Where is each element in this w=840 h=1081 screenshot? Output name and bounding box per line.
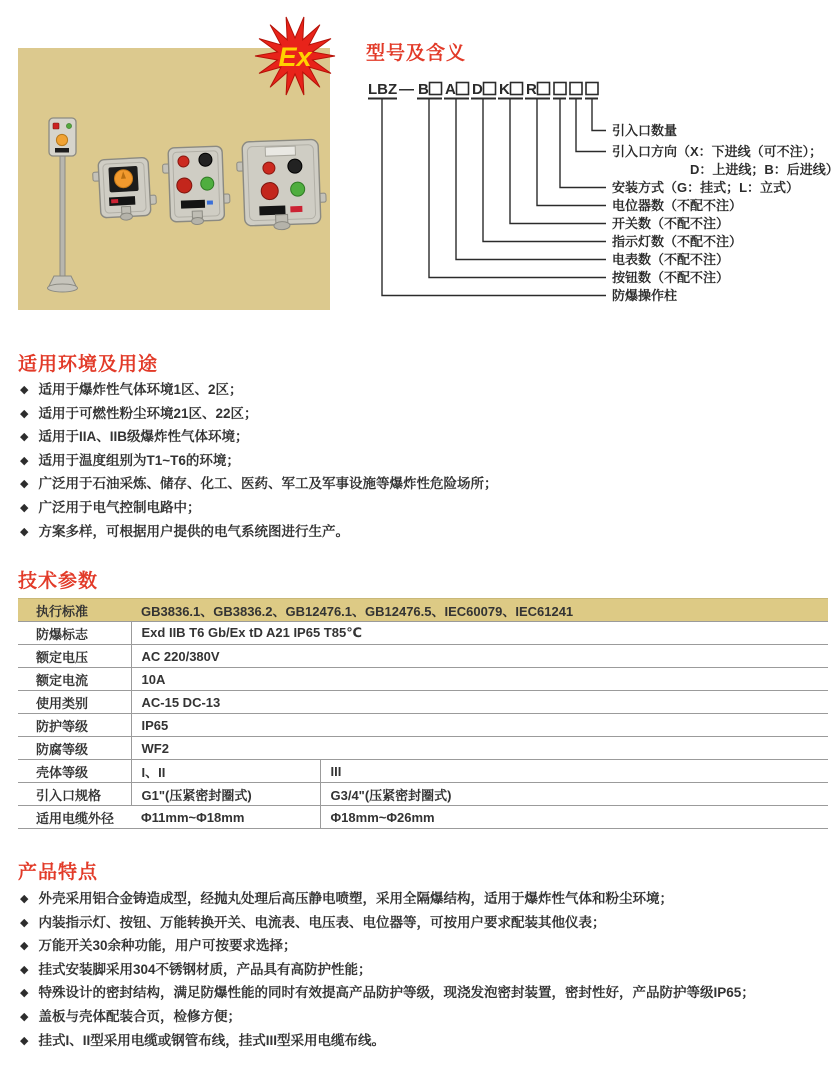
model-code-b: B bbox=[418, 81, 429, 98]
model-box bbox=[457, 83, 469, 95]
tech-row-label: 使用类别 bbox=[18, 691, 131, 714]
env-list bbox=[20, 383, 832, 548]
model-box bbox=[430, 83, 442, 95]
model-code-r: R bbox=[526, 81, 537, 98]
model-box bbox=[511, 83, 523, 95]
env-item-text: 适用于温度组别为T1~T6的环境； bbox=[38, 452, 240, 468]
product-photo-box-two-button bbox=[162, 146, 231, 226]
ladder-label-switch: 开关数（不配不注） bbox=[612, 216, 730, 231]
diamond-bullet-icon: ◆ bbox=[20, 478, 29, 491]
tech-section-title: 技术参数 bbox=[18, 571, 99, 592]
ladder-label-potentiometer: 电位器数（不配不注） bbox=[612, 198, 743, 213]
table-row bbox=[18, 668, 828, 691]
tech-row-value: WF2 bbox=[131, 737, 828, 760]
tech-parameters-table bbox=[18, 598, 828, 829]
product-photo-box-knob bbox=[92, 157, 157, 222]
tech-row-label: 额定电压 bbox=[18, 645, 131, 668]
ladder-label-inlet-count: 引入口数量 bbox=[612, 123, 678, 138]
ladder-label-mounting: 安装方式（G：挂式；L：立式） bbox=[612, 180, 800, 195]
tech-row-label: 引入口规格 bbox=[18, 783, 131, 806]
diamond-bullet-icon: ◆ bbox=[20, 940, 29, 953]
list-item bbox=[20, 525, 832, 539]
list-item bbox=[20, 939, 832, 953]
diamond-bullet-icon: ◆ bbox=[20, 454, 29, 467]
env-item-text: 适用于爆炸性气体环境1区、2区； bbox=[38, 382, 243, 397]
tech-row-label: 壳体等级 bbox=[18, 760, 131, 783]
list-item bbox=[20, 477, 832, 491]
tech-row-value: Exd IIB T6 Gb/Ex tD A21 IP65 T85℃ bbox=[131, 622, 828, 645]
tech-row-value: GB3836.1、GB3836.2、GB12476.1、GB12476.5、IEC60079、IEC61241 bbox=[131, 599, 828, 622]
list-item bbox=[20, 1034, 832, 1048]
model-dash: — bbox=[399, 81, 414, 98]
diamond-bullet-icon: ◆ bbox=[20, 963, 29, 976]
tech-row-value: Φ11mm~Φ18mm bbox=[131, 806, 320, 829]
env-section-title: 适用环境及用途 bbox=[18, 354, 159, 375]
table-row bbox=[18, 714, 828, 737]
table-row bbox=[18, 691, 828, 714]
tech-row-label: 执行标准 bbox=[18, 599, 131, 622]
feature-item-text: 特殊设计的密封结构，满足防爆性能的同时有效提高产品防护等级，现浇发泡密封装置，密封性好，产品防护等级IP65； bbox=[38, 985, 755, 1001]
table-row bbox=[18, 737, 828, 760]
tech-row-value2: Φ18mm~Φ26mm bbox=[320, 806, 828, 829]
ex-badge-text: Ex bbox=[278, 42, 312, 72]
product-photo-box-wide bbox=[236, 139, 327, 231]
ladder-label-meter: 电表数（不配不注） bbox=[612, 252, 730, 267]
feature-item-text: 挂式安装脚采用304不锈钢材质，产品具有高防护性能； bbox=[38, 961, 372, 977]
model-prefix: LBZ bbox=[368, 81, 398, 98]
env-item-text: 广泛用于石油采炼、储存、化工、医药、军工及军事设施等爆炸性危险场所； bbox=[38, 476, 498, 492]
env-item-text: 广泛用于电气控制电路中； bbox=[38, 499, 201, 515]
ladder-label-inlet-direction: 引入口方向（X：下进线（可不注）； bbox=[612, 144, 823, 159]
tech-row-label: 防护等级 bbox=[18, 714, 131, 737]
model-box bbox=[586, 83, 598, 95]
list-item bbox=[20, 986, 832, 1000]
diamond-bullet-icon: ◆ bbox=[20, 987, 29, 1000]
model-code-k: K bbox=[499, 81, 510, 98]
model-code-d: D bbox=[472, 81, 483, 98]
list-item bbox=[20, 454, 832, 468]
tech-row-label: 额定电流 bbox=[18, 668, 131, 691]
ex-certification-badge bbox=[238, 14, 352, 102]
list-item bbox=[20, 963, 832, 977]
ladder-label-indicator: 指示灯数（不配不注） bbox=[612, 234, 743, 249]
feature-item-text: 内装指示灯、按钮、万能转换开关、电流表、电压表、电位器等，可按用户要求配装其他仪表； bbox=[38, 914, 606, 930]
feature-item-text: 盖板与壳体配装合页，检修方便； bbox=[38, 1008, 241, 1024]
feature-item-text: 外壳采用铝合金铸造成型，经抛丸处理后高压静电喷塑，采用全隔爆结构，适用于爆炸性气体和粉尘环境； bbox=[38, 891, 673, 906]
model-box bbox=[570, 83, 582, 95]
tech-row-value: 10A bbox=[131, 668, 828, 691]
model-box bbox=[538, 83, 550, 95]
ladder-label-button: 按钮数（不配不注） bbox=[612, 270, 730, 285]
diamond-bullet-icon: ◆ bbox=[20, 1034, 29, 1047]
list-item bbox=[20, 407, 832, 421]
model-section-title: 型号及含义 bbox=[366, 43, 467, 64]
list-item bbox=[20, 892, 832, 906]
tech-row-value2: G3/4"(压紧密封圈式) bbox=[320, 783, 828, 806]
tech-row-label: 防爆标志 bbox=[18, 622, 131, 645]
feature-item-text: 万能开关30余种功能，用户可按要求选择； bbox=[38, 938, 297, 954]
diamond-bullet-icon: ◆ bbox=[20, 501, 29, 514]
table-row bbox=[18, 645, 828, 668]
tech-row-value: AC-15 DC-13 bbox=[131, 691, 828, 714]
product-photo-pole-station bbox=[48, 118, 78, 292]
features-section-title: 产品特点 bbox=[18, 862, 99, 883]
model-ladder-diagram bbox=[366, 78, 840, 318]
list-item bbox=[20, 430, 832, 444]
env-item-text: 适用于可燃性粉尘环境21区、22区； bbox=[38, 405, 258, 421]
ladder-label-product-name: 防爆操作柱 bbox=[612, 288, 678, 303]
model-box bbox=[554, 83, 566, 95]
env-item-text: 适用于IIA、IIB级爆炸性气体环境； bbox=[38, 429, 249, 445]
features-list bbox=[20, 892, 832, 1057]
model-box bbox=[484, 83, 496, 95]
table-row bbox=[18, 760, 828, 783]
tech-row-value2: III bbox=[320, 760, 828, 783]
diamond-bullet-icon: ◆ bbox=[20, 431, 29, 444]
tech-row-value: AC 220/380V bbox=[131, 645, 828, 668]
list-item bbox=[20, 383, 832, 397]
list-item bbox=[20, 916, 832, 930]
tech-row-label: 适用电缆外径 bbox=[18, 806, 131, 829]
feature-item-text: 挂式I、II型采用电缆或钢管布线，挂式III型采用电缆布线。 bbox=[38, 1032, 385, 1048]
diamond-bullet-icon: ◆ bbox=[20, 893, 29, 905]
list-item bbox=[20, 1010, 832, 1024]
tech-row-label: 防腐等级 bbox=[18, 737, 131, 760]
list-item bbox=[20, 501, 832, 515]
tech-row-value: I、II bbox=[131, 760, 320, 783]
tech-row-value: G1"(压紧密封圈式) bbox=[131, 783, 320, 806]
ladder-label-inlet-direction-2: D：上进线；B：后进线） bbox=[690, 162, 839, 177]
diamond-bullet-icon: ◆ bbox=[20, 407, 29, 420]
table-row bbox=[18, 806, 828, 829]
tech-row-value: IP65 bbox=[131, 714, 828, 737]
diamond-bullet-icon: ◆ bbox=[20, 1010, 29, 1023]
table-row bbox=[18, 783, 828, 806]
model-code-a: A bbox=[445, 81, 456, 98]
diamond-bullet-icon: ◆ bbox=[20, 916, 29, 929]
table-row bbox=[18, 599, 828, 622]
env-item-text: 方案多样，可根据用户提供的电气系统图进行生产。 bbox=[38, 523, 349, 539]
diamond-bullet-icon: ◆ bbox=[20, 384, 29, 396]
table-row bbox=[18, 622, 828, 645]
diamond-bullet-icon: ◆ bbox=[20, 525, 29, 538]
